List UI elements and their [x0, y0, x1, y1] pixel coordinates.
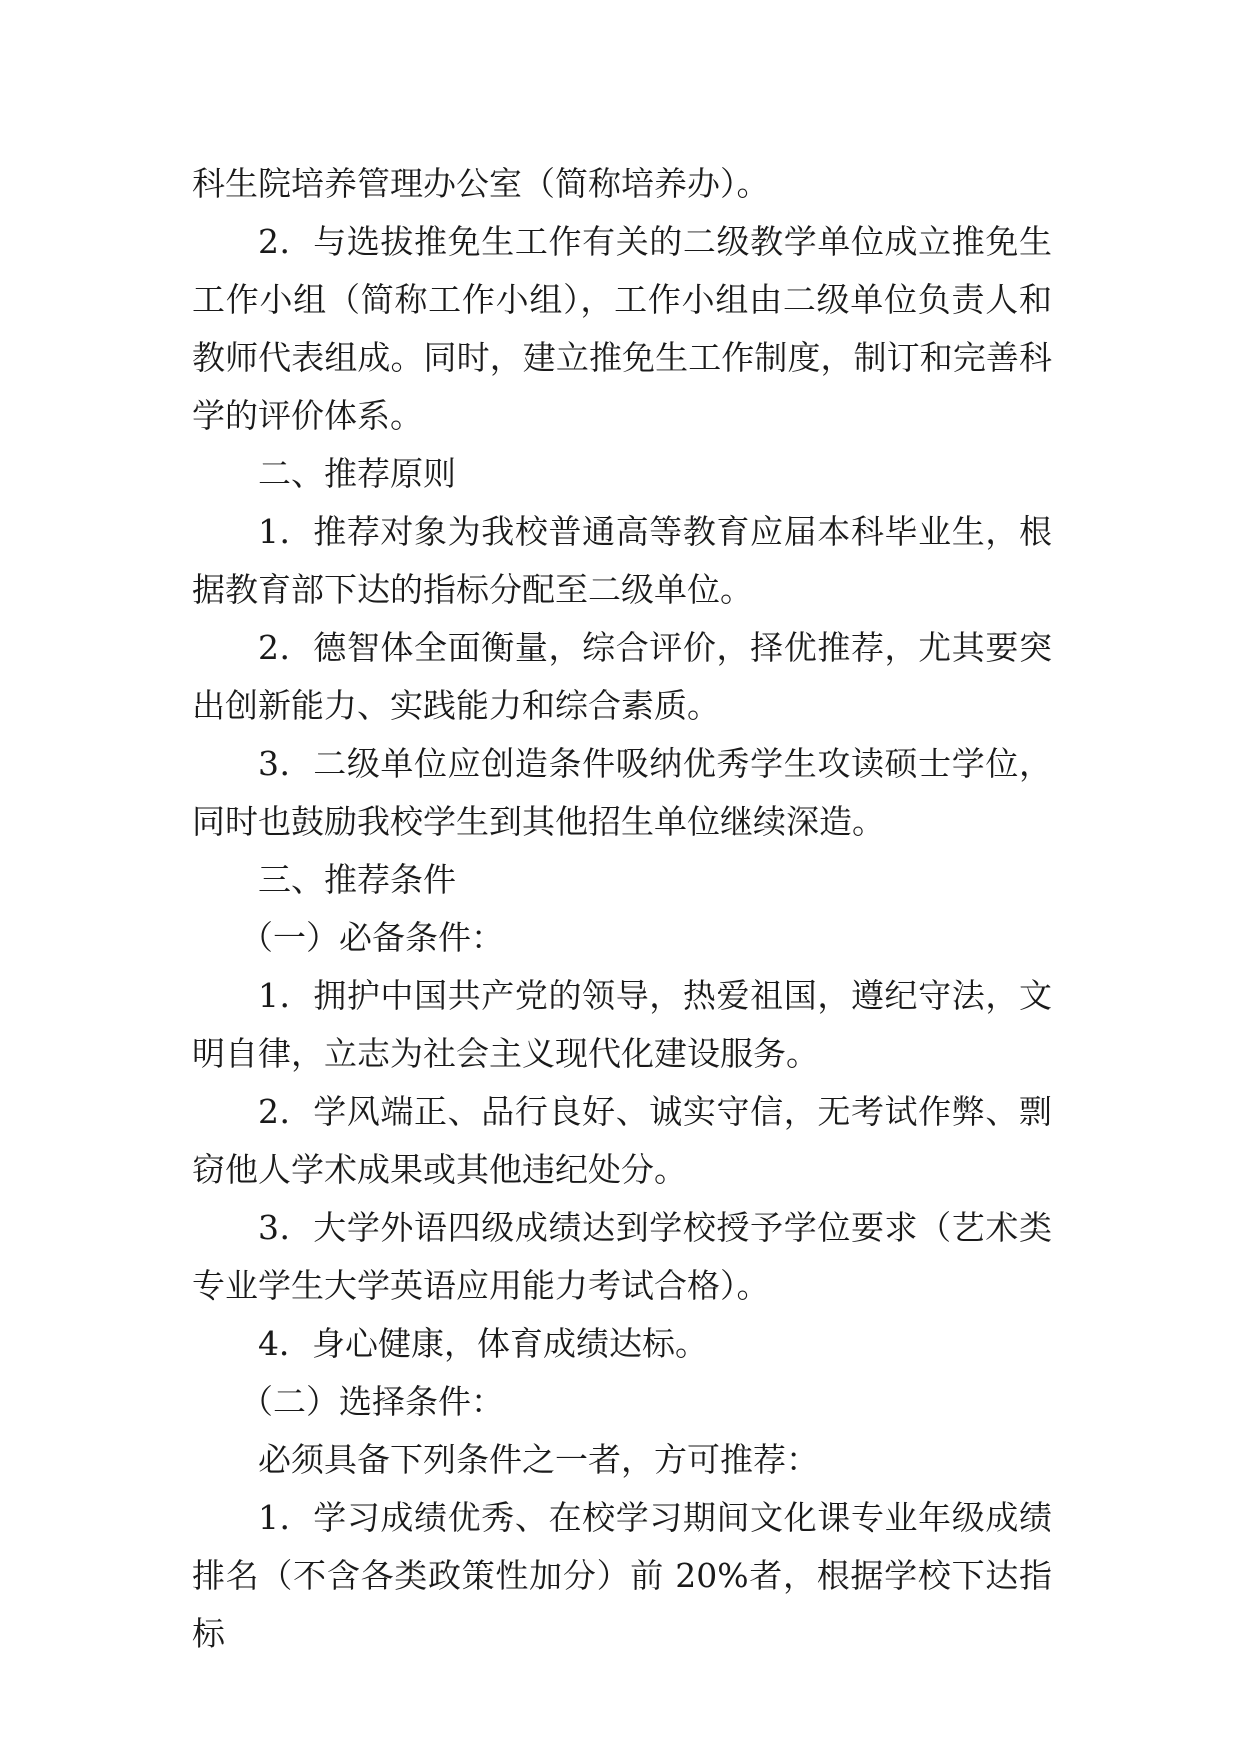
document-body: [192, 155, 1052, 1663]
required-item-3: 3．大学外语四级成绩达到学校授予学位要求（艺术类专业学生大学英语应用能力考试合格）。: [192, 1208, 1052, 1305]
required-item-4: 4．身心健康，体育成绩达标。: [258, 1324, 708, 1363]
subheading-optional-conditions: （二）选择条件：: [240, 1382, 504, 1421]
required-item-2: 2．学风端正、品行良好、诚实守信，无考试作弊、剽窃他人学术成果或其他违纪处分。: [192, 1092, 1052, 1189]
optional-lead-text: 必须具备下列条件之一者，方可推荐：: [258, 1440, 819, 1479]
principle-item-3: 3．二级单位应创造条件吸纳优秀学生攻读硕士学位，同时也鼓励我校学生到其他招生单位继续深造。: [192, 744, 1052, 841]
paragraph-org-2: 2．与选拔推免生工作有关的二级教学单位成立推免生工作小组（简称工作小组），工作小组由二级单位负责人和教师代表组成。同时，建立推免生工作制度，制订和完善科学的评价体系。: [192, 222, 1052, 435]
required-item-1: 1．拥护中国共产党的领导，热爱祖国，遵纪守法，文明自律，立志为社会主义现代化建设服务。: [192, 976, 1052, 1073]
subheading-required-conditions: （一）必备条件：: [240, 918, 504, 957]
principle-item-1: 1．推荐对象为我校普通高等教育应届本科毕业生，根据教育部下达的指标分配至二级单位。: [192, 512, 1052, 609]
section-heading-principles: 二、推荐原则: [258, 454, 456, 493]
optional-item-1: 1．学习成绩优秀、在校学习期间文化课专业年级成绩排名（不含各类政策性加分）前 20%者，根据学校下达指标: [192, 1498, 1052, 1653]
principle-item-2: 2．德智体全面衡量，综合评价，择优推荐，尤其要突出创新能力、实践能力和综合素质。: [192, 628, 1052, 725]
section-heading-conditions: 三、推荐条件: [258, 860, 456, 899]
paragraph-intro: 科生院培养管理办公室（简称培养办）。: [192, 164, 770, 203]
